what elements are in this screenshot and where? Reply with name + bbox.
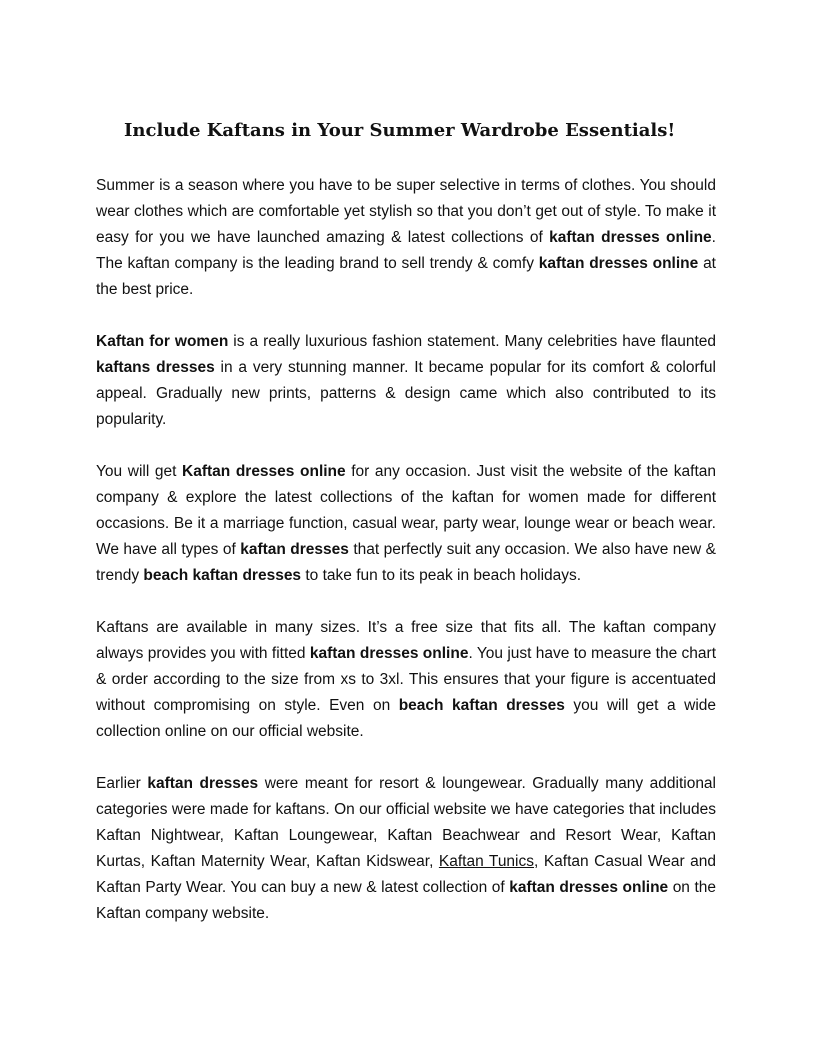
text-run: , Kaftan Casual Wear and Kaftan Party Wear. You can buy a new & latest collection of <box>96 853 716 896</box>
paragraph-intro <box>96 173 716 303</box>
bold-keyword: kaftan dresses <box>147 775 259 792</box>
paragraph-kaftan-for-women <box>96 329 716 433</box>
bold-keyword: kaftan dresses <box>240 541 349 558</box>
text-run: at the best price. <box>96 255 716 298</box>
text-run: You will get <box>96 463 182 480</box>
text-run: is a really luxurious fashion statement. Many celebrities have flaunted <box>228 333 716 350</box>
bold-keyword: Kaftan for women <box>96 333 229 350</box>
paragraph-sizes <box>96 615 716 745</box>
bold-keyword: beach kaftan dresses <box>398 697 565 714</box>
text-run: Kaftans are available in many sizes. It’s a free size that fits all. The kaftan company always provides you with fitted <box>96 619 716 662</box>
text-run: . You just have to measure the chart & order according to the size from xs to 3xl. This ensures that your figure is accentuated without compromising on style. Even on <box>96 645 717 714</box>
text-run: on the Kaftan company website. <box>96 879 716 922</box>
text-run: you will get a wide collection online on our official website. <box>96 697 717 740</box>
page-title: Include Kaftans in Your Summer Wardrobe Essentials! <box>124 120 676 141</box>
text-run: Earlier <box>96 775 148 792</box>
text-run: were meant for resort & loungewear. Gradually many additional categories were made for kaftans. On our official website we have categories that includes Kaftan Nightwear, Kaftan Loungewear, Kaftan Beachwear and Resort Wear, Kaftan Kurtas, Kaftan Maternity Wear, Kaftan Kidswear, <box>96 775 717 870</box>
kaftan-tunics-link[interactable]: Kaftan Tunics <box>438 853 535 870</box>
text-run: that perfectly suit any occasion. We also have new & trendy <box>96 541 716 584</box>
bold-keyword: Kaftan dresses online <box>182 463 346 480</box>
bold-keyword: kaftan dresses online <box>549 229 712 246</box>
bold-keyword: kaftan dresses online <box>309 645 469 662</box>
paragraph-occasions <box>96 459 716 589</box>
paragraph-categories <box>96 771 716 927</box>
bold-keyword: kaftan dresses online <box>509 879 669 896</box>
text-run: Summer is a season where you have to be super selective in terms of clothes. You should wear clothes which are comfortable yet stylish so that you don’t get out of style. To make it easy for you we have launched amazing & latest collections of <box>96 177 716 246</box>
text-run: for any occasion. Just visit the website of the kaftan company & explore the latest collections of the kaftan for women made for different occasions. Be it a marriage function, casual wear, party wear, lounge wear or beach wear. We have all types of <box>96 463 716 558</box>
bold-keyword: kaftans dresses <box>96 359 215 376</box>
text-run: . The kaftan company is the leading brand to sell trendy & comfy <box>96 229 716 272</box>
bold-keyword: beach kaftan dresses <box>143 567 302 584</box>
article-body <box>96 173 716 927</box>
bold-keyword: kaftan dresses online <box>538 255 699 272</box>
text-run: in a very stunning manner. It became popular for its comfort & colorful appeal. Gradually new prints, patterns & design came which also contributed to its popularity. <box>96 359 716 428</box>
text-run: to take fun to its peak in beach holidays. <box>301 567 582 584</box>
